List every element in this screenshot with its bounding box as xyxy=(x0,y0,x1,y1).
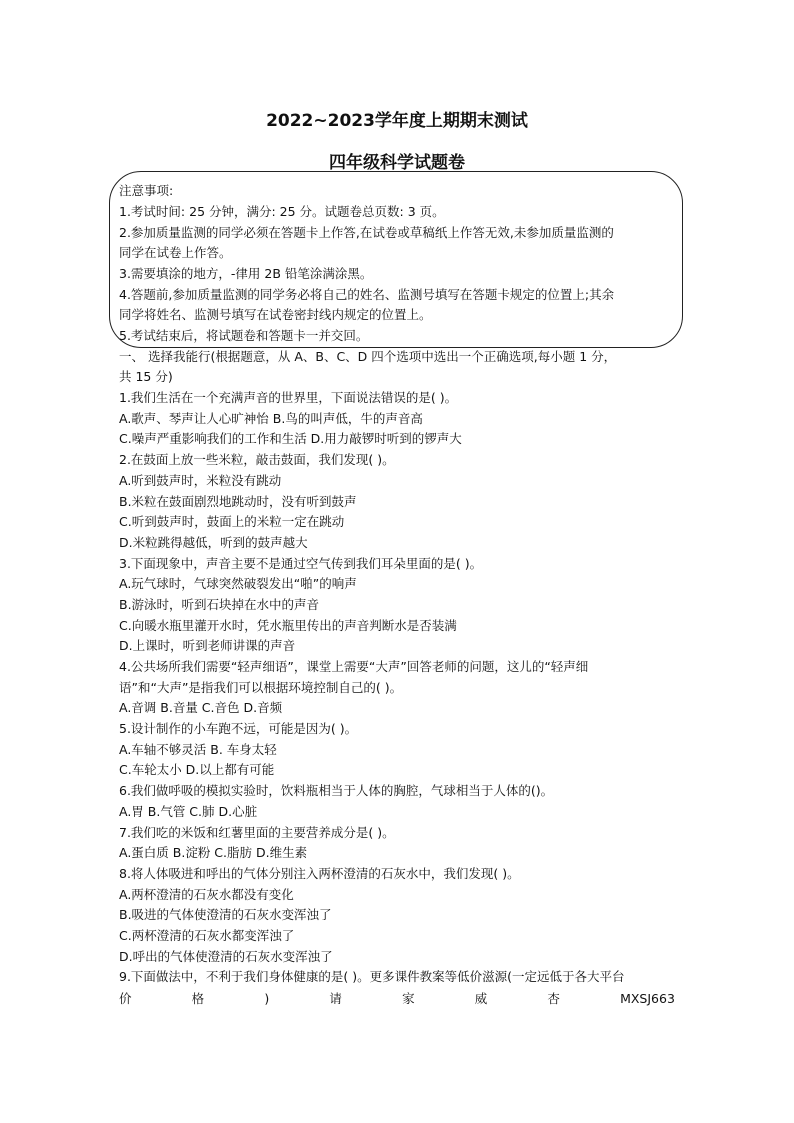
notice-heading: 注意事项: xyxy=(119,183,174,198)
footer-word: 请 xyxy=(329,991,342,1006)
page-title: 2022~2023学年度上期期末测试 xyxy=(266,111,528,131)
question-line: 6.我们做呼吸的模拟实验时，饮料瓶相当于人体的胸腔，气球相当于人体的()。 xyxy=(119,783,554,798)
section-heading-cont: 共 15 分) xyxy=(119,369,173,384)
notice-line: 同学在试卷上作答。 xyxy=(119,245,232,260)
notice-line: 5.考试结束后，将试题卷和答题卡一并交回。 xyxy=(119,328,369,343)
question-line: 5.设计制作的小车跑不远，可能是因为( )。 xyxy=(119,721,358,736)
option-line: A.两杯澄清的石灰水都没有变化 xyxy=(119,887,294,902)
option-line: D.呼出的气体使澄清的石灰水变浑浊了 xyxy=(119,949,333,964)
option-line: A.胃 B.气管 C.肺 D.心脏 xyxy=(119,804,258,819)
notice-line: 同学将姓名、监测号填写在试卷密封线内规定的位置上。 xyxy=(119,307,432,322)
option-line: B.吸进的气体使澄清的石灰水变浑浊了 xyxy=(119,907,332,922)
notice-line: 3.需要填涂的地方，-律用 2B 铅笔涂满涂黑。 xyxy=(119,266,373,281)
option-line: B.游泳时，听到石块掉在水中的声音 xyxy=(119,597,320,612)
notice-line: 2.参加质量监测的同学必须在答题卡上作答,在试卷或草稿纸上作答无效,未参加质量监测的 xyxy=(119,225,614,240)
question-line: 8.将人体吸进和呼出的气体分别注入两杯澄清的石灰水中，我们发现( )。 xyxy=(119,866,520,881)
question-line: 4.公共场所我们需要“轻声细语”，课堂上需要“大声”回答老师的问题，这儿的“轻声细 xyxy=(119,659,589,674)
question-line: 2.在鼓面上放一些米粒，敲击鼓面，我们发现( )。 xyxy=(119,452,395,467)
option-line: A.音调 B.音量 C.音色 D.音频 xyxy=(119,700,283,715)
question-line: 7.我们吃的米饭和红薯里面的主要营养成分是( )。 xyxy=(119,825,395,840)
footer-word: 杏 xyxy=(547,991,560,1006)
option-line: A.听到鼓声时，米粒没有跳动 xyxy=(119,473,282,488)
option-line: C.车轮太小 D.以上都有可能 xyxy=(119,762,275,777)
question-line: 3.下面现象中，声音主要不是通过空气传到我们耳朵里面的是( )。 xyxy=(119,556,483,571)
footer-line xyxy=(119,991,675,1007)
footer-word: 格 xyxy=(191,991,205,1006)
option-line: A.歌声、琴声让人心旷神怡 B.鸟的叫声低，牛的声音高 xyxy=(119,411,423,426)
option-line: B.米粒在鼓面剧烈地跳动时，没有听到鼓声 xyxy=(119,494,357,509)
question-line: 1.我们生活在一个充满声音的世界里，下面说法错误的是( )。 xyxy=(119,390,458,405)
notice-line: 4.答题前,参加质量监测的同学务必将自己的姓名、监测号填写在答题卡规定的位置上;其余 xyxy=(119,287,615,302)
footer-word: 家 xyxy=(402,991,415,1006)
footer-word: 价 xyxy=(119,991,132,1006)
option-line: D.米粒跳得越低，听到的鼓声越大 xyxy=(119,535,308,550)
option-line: D.上课时，听到老师讲课的声音 xyxy=(119,638,296,653)
option-line: C.噪声严重影响我们的工作和生活 D.用力敲锣时听到的锣声大 xyxy=(119,431,462,446)
footer-word: ) xyxy=(264,991,270,1006)
footer-code: MXSJ663 xyxy=(620,991,675,1006)
footer-word: 威 xyxy=(474,991,488,1006)
option-line: A.玩气球时，气球突然破裂发出“啪”的响声 xyxy=(119,576,357,591)
option-line: A.蛋白质 B.淀粉 C.脂肪 D.维生素 xyxy=(119,845,308,860)
option-line: A.车轴不够灵活 B. 车身太轻 xyxy=(119,742,277,757)
option-line: C.向暖水瓶里灌开水时，凭水瓶里传出的声音判断水是否装满 xyxy=(119,618,457,633)
notice-line: 1.考试时间: 25 分钟，满分: 25 分。试题卷总页数: 3 页。 xyxy=(119,204,445,219)
question-line: 语”和“大声”是指我们可以根据环境控制自己的( )。 xyxy=(119,680,403,695)
option-line: C.两杯澄清的石灰水都变浑浊了 xyxy=(119,928,295,943)
option-line: C.听到鼓声时，鼓面上的米粒一定在跳动 xyxy=(119,514,345,529)
page-subtitle: 四年级科学试题卷 xyxy=(329,153,465,173)
question-line: 9.下面做法中，不利于我们身体健康的是( )。更多课件教案等低价滋源(一定远低于各大平台 xyxy=(119,969,625,984)
section-heading: 一、 选择我能行(根据题意，从 A、B、C、D 四个选项中选出一个正确选项,每小题 1 分， xyxy=(119,349,617,364)
